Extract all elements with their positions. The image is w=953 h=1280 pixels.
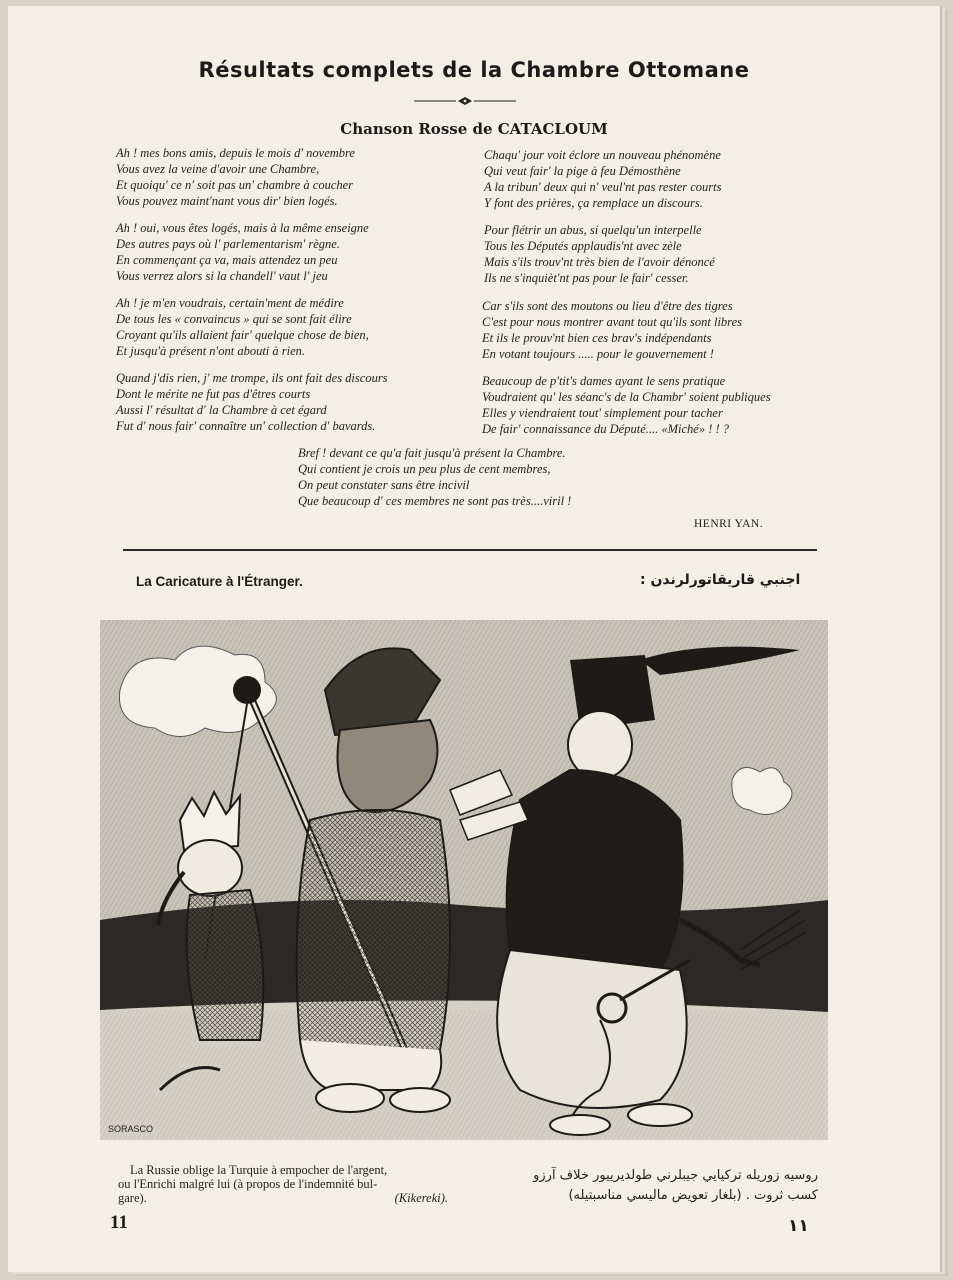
poem-line: Que beaucoup d' ces membres ne sont pas très....viril ! <box>298 494 572 508</box>
section-divider <box>123 549 817 551</box>
song-subtitle: Chanson Rosse de CATACLOUM <box>340 120 608 138</box>
poem-line: Qui veut fair' la pige à feu Démosthène <box>484 164 681 178</box>
poem-line: Y font des prières, ça remplace un discours. <box>484 196 703 210</box>
poem-stanza-left-4 <box>116 370 388 434</box>
poem-line: Et quoiqu' ce n' soit pas un' chambre à coucher <box>116 178 354 192</box>
page-title: Résultats complets de la Chambre Ottomane <box>198 58 750 82</box>
poem-line: Beaucoup de p'tit's dames ayant le sens pratique <box>482 374 726 388</box>
poem-line: Mais s'ils trouv'nt très bien de l'avoir dénoncé <box>484 255 715 269</box>
poem-line: Qui contient je crois un peu plus de cent membres, <box>298 462 551 476</box>
poem-stanza-right-4 <box>482 373 771 437</box>
caption-ottoman <box>478 1166 818 1206</box>
poem-line: Vous avez la veine d'avoir une Chambre, <box>116 162 320 176</box>
poem-line: Ah ! mes bons amis, depuis le mois d' novembre <box>116 146 355 160</box>
magazine-page <box>8 6 940 1272</box>
poem-stanza-left-1 <box>116 145 355 209</box>
poem-stanza-left-3 <box>116 295 369 359</box>
poem-line: Vous verrez alors si la chandell' vaut l' jeu <box>116 269 328 283</box>
poem-line: Ils ne s'inquièt'nt pas pour le fair' cesser. <box>484 271 689 285</box>
section-title-french: La Caricature à l'Étranger. <box>136 574 303 589</box>
caption-french <box>118 1163 448 1205</box>
section-title-ottoman: اجنبي قاريقاتورلرندن : <box>640 572 801 588</box>
poem-line: Dont le mérite ne fut pas d'êtres courts <box>116 387 311 401</box>
poem-line: Chaqu' jour voit éclore un nouveau phénomène <box>484 148 721 162</box>
poem-stanza-right-2 <box>484 222 715 286</box>
poem-line: Elles y viendraient tout' simplement pour tacher <box>482 406 723 420</box>
poem-line: Pour flétrir un abus, si quelqu'un interpelle <box>484 223 702 237</box>
caricature-illustration <box>100 620 828 1140</box>
page-number-left: 11 <box>110 1212 128 1233</box>
poem-line: De fair' connaissance du Député.... «Miché» ! ! ? <box>482 422 730 436</box>
caption-line: La Russie oblige la Turquie à empocher de l'argent, <box>130 1163 388 1177</box>
poem-line: C'est pour nous montrer avant tout qu'ils sont libres <box>482 315 742 329</box>
author-signature: HENRI YAN. <box>694 518 764 530</box>
caption-line: gare). <box>118 1191 147 1205</box>
poem-line: Et jusqu'à présent n'ont abouti à rien. <box>116 344 306 358</box>
poem-line: Croyant qu'ils allaient fair' quelque chose de bien, <box>116 328 369 342</box>
caption-source: (Kikereki). <box>394 1191 448 1205</box>
poem-line: Quand j'dis rien, j' me trompe, ils ont fait des discours <box>116 371 388 385</box>
poem-line: En votant toujours ..... pour le gouvernement ! <box>482 347 714 361</box>
poem-line: Voudraient qu' les séanc's de la Chambr' soient publiques <box>482 390 771 404</box>
poem-stanza-right-1 <box>484 147 722 211</box>
caption-line: كسب ثروت . (بلغار تعويض ماليسي مناسبتيله) <box>568 1188 818 1203</box>
poem-line: De tous les « convaincus » qui se sont fait élire <box>116 312 352 326</box>
caption-line: ou l'Enrichi malgré lui (à propos de l'indemnité bul- <box>118 1177 378 1191</box>
poem-line: Ah ! oui, vous êtes logés, mais à la même enseigne <box>116 221 369 235</box>
poem-line: Bref ! devant ce qu'a fait jusqu'à présent la Chambre. <box>298 446 566 460</box>
poem-line: Des autres pays où l' parlementarism' règne. <box>116 237 340 251</box>
title-ornament <box>414 96 516 106</box>
poem-line: En commençant ça va, mais attendez un peu <box>116 253 338 267</box>
poem-line: A la tribun' deux qui n' veul'nt pas rester courts <box>484 180 722 194</box>
poem-line: Car s'ils sont des moutons ou lieu d'être des tigres <box>482 299 733 313</box>
poem-line: On peut constater sans être incivil <box>298 478 470 492</box>
poem-line: Fut d' nous fair' connaître un' collection d' bavards. <box>116 419 376 433</box>
poem-stanza-right-3 <box>482 298 742 362</box>
poem-line: Et ils le prouv'nt bien ces brav's indépendants <box>482 331 712 345</box>
poem-line: Tous les Députés applaudis'nt avec zèle <box>484 239 682 253</box>
poem-line: Aussi l' résultat d' la Chambre à cet égard <box>116 403 327 417</box>
artist-signature: SORASCO <box>108 1124 154 1134</box>
poem-stanza-left-2 <box>116 220 369 284</box>
poem-stanza-final <box>298 445 571 509</box>
poem-line: Ah ! je m'en voudrais, certain'ment de médire <box>116 296 344 310</box>
page-number-right: ١١ <box>788 1216 809 1236</box>
caption-line: روسيه زوريله تركيايي جيبلرني طولديرييور خلاف آرزو <box>533 1168 818 1183</box>
poem-line: Vous pouvez maint'nant vous dir' bien logés. <box>116 194 338 208</box>
